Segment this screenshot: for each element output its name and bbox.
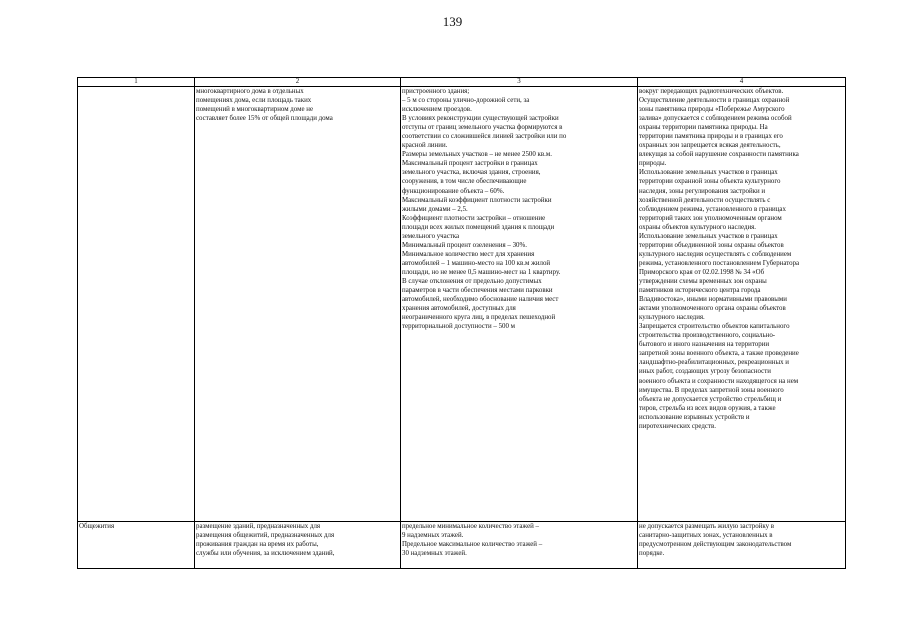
- text-line: пристроенного здания;: [402, 88, 470, 95]
- text-line: площади всех жилых помещений здания к площади: [402, 223, 555, 231]
- text-line: автомобилей – 1 машино-место на 100 кв.м жилой: [402, 259, 551, 267]
- text-line: территории охранной зоны объекта культурного: [639, 178, 781, 186]
- text-line: – 5 м со стороны улично-дорожной сети, за: [402, 97, 530, 105]
- text-line: В условиях реконструкции существующей застройки: [402, 115, 559, 123]
- text-line: зоны памятника природы «Побережье Амурского: [639, 106, 785, 114]
- text-line: Владивостока», иными нормативными правовыми: [639, 296, 787, 304]
- text-line: Максимальный процент застройки в границах: [402, 160, 538, 168]
- table-cell-parameters: [401, 522, 638, 569]
- text-line: Размеры земельных участков – не менее 2500 кв.м.: [402, 151, 552, 159]
- text-line: иных работ, создающих угрозу безопасности: [639, 368, 771, 376]
- table-cell-use-type: [78, 87, 195, 522]
- text-line: территорий таких зон уполномоченным органом: [639, 214, 782, 222]
- column-header: 1: [78, 78, 195, 87]
- text-line: службы или обучения, за исключением зданий,: [196, 550, 335, 558]
- text-line: культурного наследия.: [639, 314, 705, 322]
- text-line: 9 надземных этажей.: [402, 532, 464, 540]
- text-line: проживания граждан на время их работы,: [196, 541, 319, 549]
- text-line: охранных зон запрещается всякая деятельность,: [639, 142, 781, 150]
- text-line: природы.: [639, 160, 667, 168]
- text-line: утверждении схемы временных зон охраны: [639, 277, 767, 285]
- text-line: Запрещается строительство объектов капитального: [639, 323, 790, 331]
- text-line: соответствии со сложившейся линией застройки или по: [402, 133, 567, 141]
- table-cell-restrictions: [638, 522, 846, 569]
- text-line: красной линии.: [402, 142, 448, 150]
- text-line: режима, установленного постановлением Губернатора: [639, 259, 800, 267]
- table-cell-parameters: [401, 87, 638, 522]
- text-line: хранения автомобилей, доступных для: [402, 305, 516, 313]
- table-row: [78, 522, 846, 569]
- text-line: сооружения, в том числе обеспечивающие: [402, 178, 527, 186]
- text-line: Общежития: [79, 523, 115, 530]
- text-line: жилыми домами – 2,5.: [402, 205, 468, 213]
- text-line: не допускается размещать жилую застройку в: [639, 523, 775, 530]
- text-line: объекта не допускается устройство стрельбищ и: [639, 395, 782, 403]
- text-line: многоквартирного дома в отдельных: [196, 88, 304, 95]
- text-line: помещениях дома, если площадь таких: [196, 97, 312, 105]
- text-line: имущества. В пределах запретной зоны военного: [639, 386, 784, 394]
- text-line: функционирование объекта – 60%.: [402, 187, 505, 195]
- text-line: размещение зданий, предназначенных для: [196, 523, 321, 530]
- text-line: военного объекта и сохранности находящегося на нем: [639, 377, 799, 385]
- text-line: территории объединенной зоны охраны объектов: [639, 241, 784, 249]
- table-cell-description: [195, 522, 401, 569]
- text-line: соблюдением режима, установленного в границах: [639, 205, 786, 213]
- text-line: Минимальный процент озеленения – 30%.: [402, 241, 527, 249]
- text-line: Осуществление деятельности в границах охранной: [639, 97, 790, 105]
- text-line: неограниченного круга лиц, в пределах пешеходной: [402, 314, 556, 322]
- text-line: автомобилей, необходимо обоснование наличия мест: [402, 296, 559, 304]
- table-header-row: [78, 78, 846, 87]
- text-line: исключением проездов.: [402, 106, 472, 114]
- text-line: Использование земельных участков в границах: [639, 232, 778, 240]
- text-line: земельного участка, включая здания, строения,: [402, 169, 541, 177]
- text-line: использование взрывных устройств и: [639, 413, 750, 421]
- text-line: Коэффициент плотности застройки – отношение: [402, 214, 546, 222]
- text-line: Минимальное количество мест для хранения: [402, 250, 535, 258]
- table-cell-description: [195, 87, 401, 522]
- text-line: Предельное максимальное количество этажей –: [402, 541, 543, 549]
- text-line: Приморского края от 02.02.1998 № 34 «Об: [639, 268, 765, 276]
- text-line: отступы от границ земельного участка формируются в: [402, 124, 563, 132]
- text-line: составляет более 15% от общей площади дома: [196, 115, 333, 123]
- text-line: 30 надземных этажей.: [402, 550, 467, 558]
- text-line: памятников исторического центра города: [639, 287, 761, 295]
- page-number: 139: [442, 14, 463, 29]
- text-line: культурного наследия осуществлять с соблюдением: [639, 250, 792, 258]
- text-line: вокруг передающих радиотехнических объектов.: [639, 88, 784, 95]
- text-line: бытового и иного назначения на территории: [639, 341, 770, 349]
- column-header: 2: [195, 78, 401, 87]
- regulations-table: [77, 77, 846, 569]
- text-line: территориальной доступности – 500 м: [402, 323, 515, 331]
- text-line: земельного участка: [402, 232, 460, 240]
- text-line: санитарно-защитных зонах, установленных в: [639, 532, 773, 540]
- text-line: пиротехнических средств.: [639, 422, 716, 430]
- text-line: запретной зоны военного объекта, а также проведение: [639, 350, 799, 358]
- text-line: параметров в части обеспечения местами парковки: [402, 287, 553, 295]
- text-line: площади, но не менее 0,5 машино-мест на 1 квартиру.: [402, 268, 561, 276]
- text-line: актами уполномоченного органа охраны объектов: [639, 305, 786, 313]
- text-line: помещений в многоквартирном доме не: [196, 106, 313, 114]
- text-line: залива» допускается с соблюдением режима особой: [639, 115, 792, 123]
- text-line: хозяйственной деятельности осуществлять с: [639, 196, 771, 204]
- text-line: территории памятника природы и в границах его: [639, 133, 783, 141]
- text-line: Максимальный коэффициент плотности застройки: [402, 196, 552, 204]
- column-header: 3: [401, 78, 638, 87]
- table-row: [78, 87, 846, 522]
- table-cell-restrictions: [638, 87, 846, 522]
- text-line: предусмотренном действующим законодательством: [639, 541, 792, 549]
- text-line: размещения общежитий, предназначенных для: [196, 532, 335, 540]
- text-line: тиров, стрельба из всех видов оружия, а также: [639, 404, 776, 412]
- text-line: порядке.: [639, 550, 665, 558]
- text-line: охраны территории памятника природы. На: [639, 124, 768, 132]
- table-cell-use-type: [78, 522, 195, 569]
- text-line: В случае отклонения от предельно допустимых: [402, 277, 542, 285]
- text-line: наследия, зоны регулирования застройки и: [639, 187, 766, 195]
- column-header: 4: [638, 78, 846, 87]
- text-line: предельное минимальное количество этажей –: [402, 523, 539, 530]
- text-line: влекущая за собой нарушение сохранности памятника: [639, 151, 799, 159]
- text-line: охраны объектов культурного наследия.: [639, 223, 757, 231]
- text-line: Использование земельных участков в границах: [639, 169, 778, 177]
- text-line: ландшафтно-реабилитационных, рекреационных и: [639, 359, 789, 367]
- text-line: строительства производственного, социально-: [639, 332, 776, 340]
